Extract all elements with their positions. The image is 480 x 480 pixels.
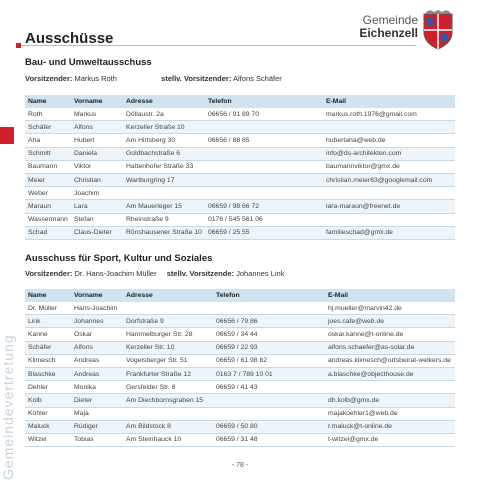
table-row bbox=[25, 213, 455, 226]
table-cell bbox=[123, 302, 213, 315]
table-cell bbox=[213, 394, 325, 407]
table-cell: Rheinstraße 9 bbox=[123, 213, 205, 226]
col-email: E-Mail bbox=[323, 95, 455, 108]
table-cell: Am Mauerleger 15 bbox=[123, 200, 205, 213]
table-cell: hubertaha@web.de bbox=[323, 134, 455, 147]
table-cell: Rüdiger bbox=[71, 420, 123, 433]
table-cell bbox=[123, 187, 205, 200]
col-adresse: Adresse bbox=[123, 95, 205, 108]
sidebar-label: Gemeindevertretung bbox=[0, 334, 16, 480]
deputy-name: Alfons Schäfer bbox=[233, 74, 282, 83]
table-cell: hj.mueller@marvin42.de bbox=[325, 302, 455, 315]
red-tab-marker bbox=[0, 127, 14, 144]
table-row bbox=[25, 433, 455, 446]
table-cell bbox=[323, 121, 455, 134]
table-cell: Dorfstraße 9 bbox=[123, 315, 213, 328]
table-cell: 06656 / 88 65 bbox=[205, 134, 323, 147]
table-cell: Hans-Joachim bbox=[71, 302, 123, 315]
table-cell: 06656 / 91 89 70 bbox=[205, 108, 323, 121]
brand-line1: Gemeinde bbox=[362, 13, 418, 27]
table-cell: Hattenhofer Straße 33 bbox=[123, 160, 205, 173]
table-cell: baumannviktor@gmx.de bbox=[323, 160, 455, 173]
table-cell: Dieter bbox=[71, 394, 123, 407]
table-row bbox=[25, 328, 455, 341]
table-cell: Andreas bbox=[71, 367, 123, 380]
table-cell: r.maluck@t-online.de bbox=[325, 420, 455, 433]
table-row bbox=[25, 226, 455, 239]
table-cell: info@ds-architekten.com bbox=[323, 147, 455, 160]
table-row bbox=[25, 302, 455, 315]
table-cell: Aha bbox=[25, 134, 71, 147]
table-cell: Johannes bbox=[71, 315, 123, 328]
table-cell: Markus bbox=[71, 108, 123, 121]
table-cell: 06659 / 61 98 82 bbox=[213, 354, 325, 367]
col-vorname: Vorname bbox=[71, 95, 123, 108]
committee1-title: Bau- und Umweltausschuss bbox=[25, 57, 152, 68]
table-cell: Frankfurter Straße 12 bbox=[123, 367, 213, 380]
committee1-table bbox=[25, 95, 455, 240]
table-row bbox=[25, 108, 455, 121]
table-cell: Maja bbox=[71, 407, 123, 420]
committee2-title: Ausschuss für Sport, Kultur und Soziales bbox=[25, 253, 213, 264]
table-cell: Goldbachstraße 6 bbox=[123, 147, 205, 160]
table-cell: Monika bbox=[71, 381, 123, 394]
table-cell: dh.kolb@gmx.de bbox=[325, 394, 455, 407]
table-cell: Viktor bbox=[71, 160, 123, 173]
table-cell: Schmitt bbox=[25, 147, 71, 160]
table-cell: Lara bbox=[71, 200, 123, 213]
table-cell: Weber bbox=[25, 187, 71, 200]
table-cell: majakoehler1@web.de bbox=[325, 407, 455, 420]
chair-name: Markus Roth bbox=[74, 74, 117, 83]
table-cell: Gersfelder Str. 8 bbox=[123, 381, 213, 394]
table-cell: Kerzeller Straße 10 bbox=[123, 121, 205, 134]
table-cell: Blaschke bbox=[25, 367, 71, 380]
table-cell: Maluck bbox=[25, 420, 71, 433]
table-cell: oskar.kanne@t-online.de bbox=[325, 328, 455, 341]
col-adresse: Adresse bbox=[123, 289, 213, 302]
table-cell: markus.roth.1976@gmail.com bbox=[323, 108, 455, 121]
col-name: Name bbox=[25, 289, 71, 302]
table-cell: Joachim bbox=[71, 187, 123, 200]
table-cell: Klimesch bbox=[25, 354, 71, 367]
table-cell: Hammelburger Str. 28 bbox=[123, 328, 213, 341]
table-row bbox=[25, 381, 455, 394]
col-name: Name bbox=[25, 95, 71, 108]
table-row bbox=[25, 315, 455, 328]
table-cell: Roth bbox=[25, 108, 71, 121]
table-cell: 06659 / 22 93 bbox=[213, 341, 325, 354]
committee2-table bbox=[25, 289, 455, 447]
page-title: Ausschüsse bbox=[25, 30, 114, 47]
table-cell: 06659 / 25 55 bbox=[205, 226, 323, 239]
table-cell bbox=[205, 173, 323, 186]
table-row bbox=[25, 200, 455, 213]
table-cell: a.blaschke@objecthouse.de bbox=[325, 367, 455, 380]
table-row bbox=[25, 173, 455, 186]
table-cell: lara-maraun@freenet.de bbox=[323, 200, 455, 213]
page-number: - 78 - bbox=[231, 462, 249, 469]
col-telefon: Telefon bbox=[205, 95, 323, 108]
table-cell: christian.meier63@googlemail.com bbox=[323, 173, 455, 186]
table-cell: Dehler bbox=[25, 381, 71, 394]
table-cell: 0163 7 / 789 10 01 bbox=[213, 367, 325, 380]
table-cell: Baumann bbox=[25, 160, 71, 173]
col-telefon: Telefon bbox=[213, 289, 325, 302]
table-row bbox=[25, 134, 455, 147]
table-cell: Christian bbox=[71, 173, 123, 186]
table-cell bbox=[205, 160, 323, 173]
table-row bbox=[25, 341, 455, 354]
table-cell: 06659 / 41 43 bbox=[213, 381, 325, 394]
table-cell: Maraun bbox=[25, 200, 71, 213]
table-cell: Vogelsberger Str. 51 bbox=[123, 354, 213, 367]
table-cell: 06656 / 79 86 bbox=[213, 315, 325, 328]
col-vorname: Vorname bbox=[71, 289, 123, 302]
table-cell: Am Bildstock 8 bbox=[123, 420, 213, 433]
committee2-chairs bbox=[25, 269, 284, 278]
table-cell: 06659 / 34 44 bbox=[213, 328, 325, 341]
table-cell bbox=[213, 302, 325, 315]
table-cell: Wassermann bbox=[25, 213, 71, 226]
table-row bbox=[25, 121, 455, 134]
table-cell: Alfons bbox=[71, 341, 123, 354]
table-row bbox=[25, 147, 455, 160]
table-cell: Claus-Dieter bbox=[71, 226, 123, 239]
chair-name: Dr. Hans-Joachim Müller bbox=[74, 269, 157, 278]
table-cell bbox=[205, 187, 323, 200]
table-row bbox=[25, 160, 455, 173]
chair-label: Vorsitzender: bbox=[25, 269, 73, 278]
table-cell: Oskar bbox=[71, 328, 123, 341]
table-cell bbox=[123, 407, 213, 420]
table-cell: Am Hirtsberg 30 bbox=[123, 134, 205, 147]
table-cell: 06659 / 98 66 72 bbox=[205, 200, 323, 213]
table-cell: Witzel bbox=[25, 433, 71, 446]
table-cell: Tobias bbox=[71, 433, 123, 446]
table-cell: Kolb bbox=[25, 394, 71, 407]
table-cell: Andreas bbox=[71, 354, 123, 367]
table-cell bbox=[325, 381, 455, 394]
table-cell: Meier bbox=[25, 173, 71, 186]
crest-logo bbox=[420, 10, 456, 50]
table-cell: t-witzel@gmx.de bbox=[325, 433, 455, 446]
table-cell: 06659 / 31 48 bbox=[213, 433, 325, 446]
table-cell bbox=[323, 187, 455, 200]
table-row bbox=[25, 394, 455, 407]
table-cell: Am Diechbornsgraben 15 bbox=[123, 394, 213, 407]
table-cell: familieschad@gmx.de bbox=[323, 226, 455, 239]
table-cell: Link bbox=[25, 315, 71, 328]
table-cell: Döllaustr. 2a bbox=[123, 108, 205, 121]
table-cell: Stefan bbox=[71, 213, 123, 226]
table-cell: andreas.klimesch@ortsbeirat-welkers.de bbox=[325, 354, 455, 367]
table-row bbox=[25, 407, 455, 420]
table-cell: Alfons bbox=[71, 121, 123, 134]
committee1-chairs bbox=[25, 74, 282, 83]
table-row bbox=[25, 367, 455, 380]
deputy-label: stellv. Vorsitzende: bbox=[166, 269, 235, 278]
chair-label: Vorsitzender: bbox=[25, 74, 73, 83]
brand bbox=[359, 14, 418, 40]
table-cell: Kerzeller Str. 10 bbox=[123, 341, 213, 354]
table-cell: alfons.schaefer@as-solar.de bbox=[325, 341, 455, 354]
table-cell: Daniela bbox=[71, 147, 123, 160]
table-cell: Hubert bbox=[71, 134, 123, 147]
table-cell: Rönshausener Straße 10 bbox=[123, 226, 205, 239]
table-row bbox=[25, 187, 455, 200]
table-row bbox=[25, 354, 455, 367]
brand-line2: Eichenzell bbox=[359, 26, 418, 40]
table-cell: 0176 / 545 561 06 bbox=[205, 213, 323, 226]
table-cell bbox=[323, 213, 455, 226]
table-cell bbox=[213, 407, 325, 420]
table-cell: Kanne bbox=[25, 328, 71, 341]
table-cell: Am Steinhauck 10 bbox=[123, 433, 213, 446]
deputy-name: Johannes Link bbox=[236, 269, 285, 278]
table-cell: joes.cafe@web.de bbox=[325, 315, 455, 328]
table-cell: Dr. Müller bbox=[25, 302, 71, 315]
table-cell: Schad bbox=[25, 226, 71, 239]
table-cell: Köhler bbox=[25, 407, 71, 420]
table-cell bbox=[205, 147, 323, 160]
deputy-label: stellv. Vorsitzender: bbox=[161, 74, 232, 83]
col-email: E-Mail bbox=[325, 289, 455, 302]
table-cell bbox=[205, 121, 323, 134]
table-row bbox=[25, 420, 455, 433]
table-cell: Schäfer bbox=[25, 341, 71, 354]
table-cell: 06659 / 50 80 bbox=[213, 420, 325, 433]
table-cell: Schäfer bbox=[25, 121, 71, 134]
table-cell: Wartburgring 17 bbox=[123, 173, 205, 186]
